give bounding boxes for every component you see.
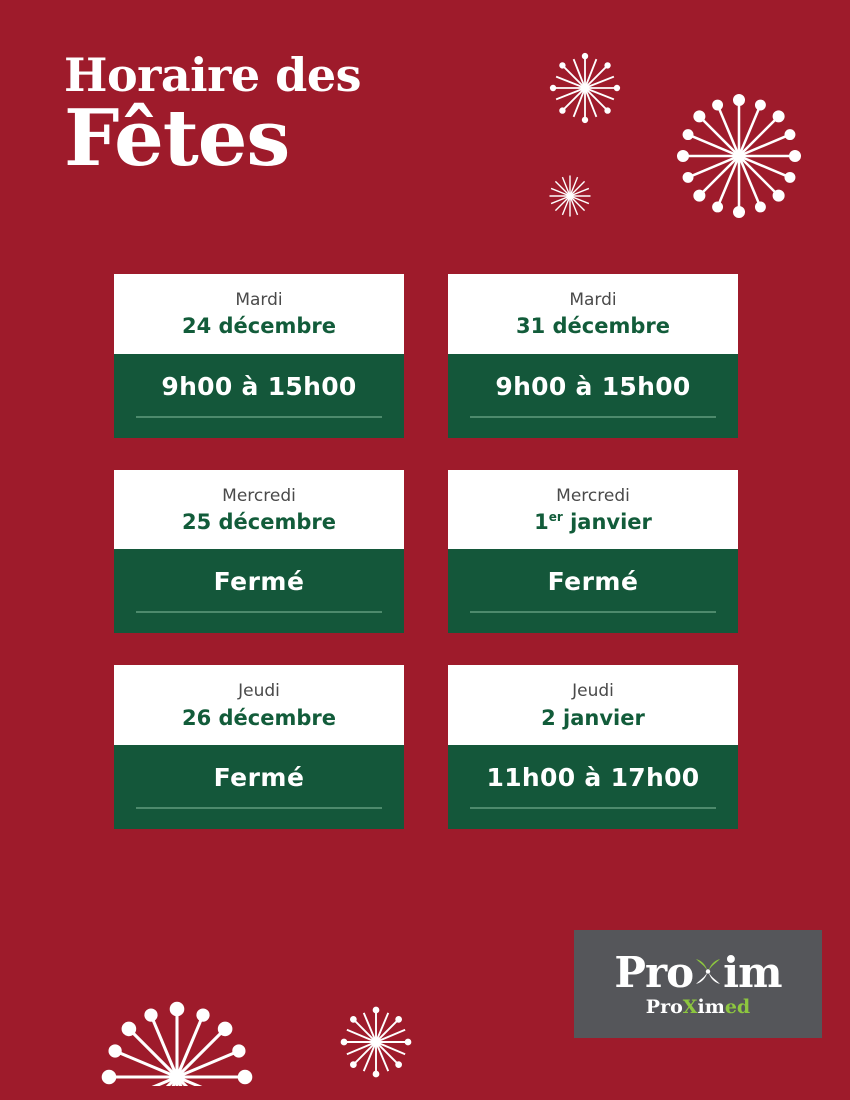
card-weekday: Jeudi (238, 681, 280, 702)
card-body (448, 745, 738, 829)
snowflake-top-large-icon (669, 86, 809, 226)
snowflake-bottom-small-icon (336, 1002, 416, 1082)
title-line-2: Fêtes (64, 93, 290, 184)
snowflake-top-tiny-icon (543, 169, 597, 223)
title-line-1: Horaire des (64, 48, 362, 102)
logo-subbrand (645, 995, 751, 1018)
logo-sub-x-text: X (682, 995, 698, 1018)
logo-pro-text: Pro (614, 947, 694, 997)
schedule-card (114, 470, 404, 634)
card-date: 31 décembre (515, 314, 670, 339)
logo-butterfly-x-icon (693, 953, 723, 987)
schedule-card (448, 470, 738, 634)
card-header (448, 665, 738, 745)
proxim-logo (574, 930, 822, 1038)
card-body (114, 549, 404, 633)
card-hours: 9h00 à 15h00 (470, 372, 716, 418)
card-header (114, 665, 404, 745)
logo-sub-pro-text: Pro (645, 995, 683, 1018)
card-date: 26 décembre (181, 705, 336, 730)
logo-im-text: im (723, 947, 782, 997)
snowflake-bottom-large-icon (92, 992, 262, 1100)
schedule-card (114, 274, 404, 438)
card-date-prefix: 1 (534, 509, 549, 534)
card-header (114, 470, 404, 550)
schedule-card (114, 665, 404, 829)
logo-sub-ed-text: ed (724, 995, 751, 1018)
card-hours: Fermé (136, 763, 382, 809)
schedule-card (448, 274, 738, 438)
snowflake-top-small-icon (547, 50, 623, 126)
schedule-card (448, 665, 738, 829)
card-date-ordinal: er (548, 509, 563, 524)
logo-wordmark (614, 947, 782, 997)
card-hours: Fermé (136, 567, 382, 613)
card-date-suffix: janvier (562, 509, 652, 534)
card-header (448, 470, 738, 550)
card-weekday: Jeudi (572, 681, 614, 702)
card-weekday: Mercredi (556, 485, 630, 506)
card-date: 24 décembre (181, 314, 336, 339)
card-hours: 11h00 à 17h00 (470, 763, 716, 809)
card-body (448, 354, 738, 438)
card-date (458, 510, 728, 535)
schedule-card-grid (114, 274, 764, 829)
card-header (114, 274, 404, 354)
card-body (114, 354, 404, 438)
page-title (64, 48, 362, 184)
card-body (448, 549, 738, 633)
card-date: 25 décembre (181, 509, 336, 534)
card-weekday: Mardi (569, 290, 617, 310)
card-hours: Fermé (470, 567, 716, 613)
logo-sub-im-text: im (697, 995, 725, 1018)
card-weekday: Mardi (235, 290, 283, 310)
card-header (448, 274, 738, 354)
card-date: 2 janvier (541, 705, 645, 730)
card-body (114, 745, 404, 829)
card-hours: 9h00 à 15h00 (136, 372, 382, 418)
card-weekday: Mercredi (222, 485, 296, 506)
